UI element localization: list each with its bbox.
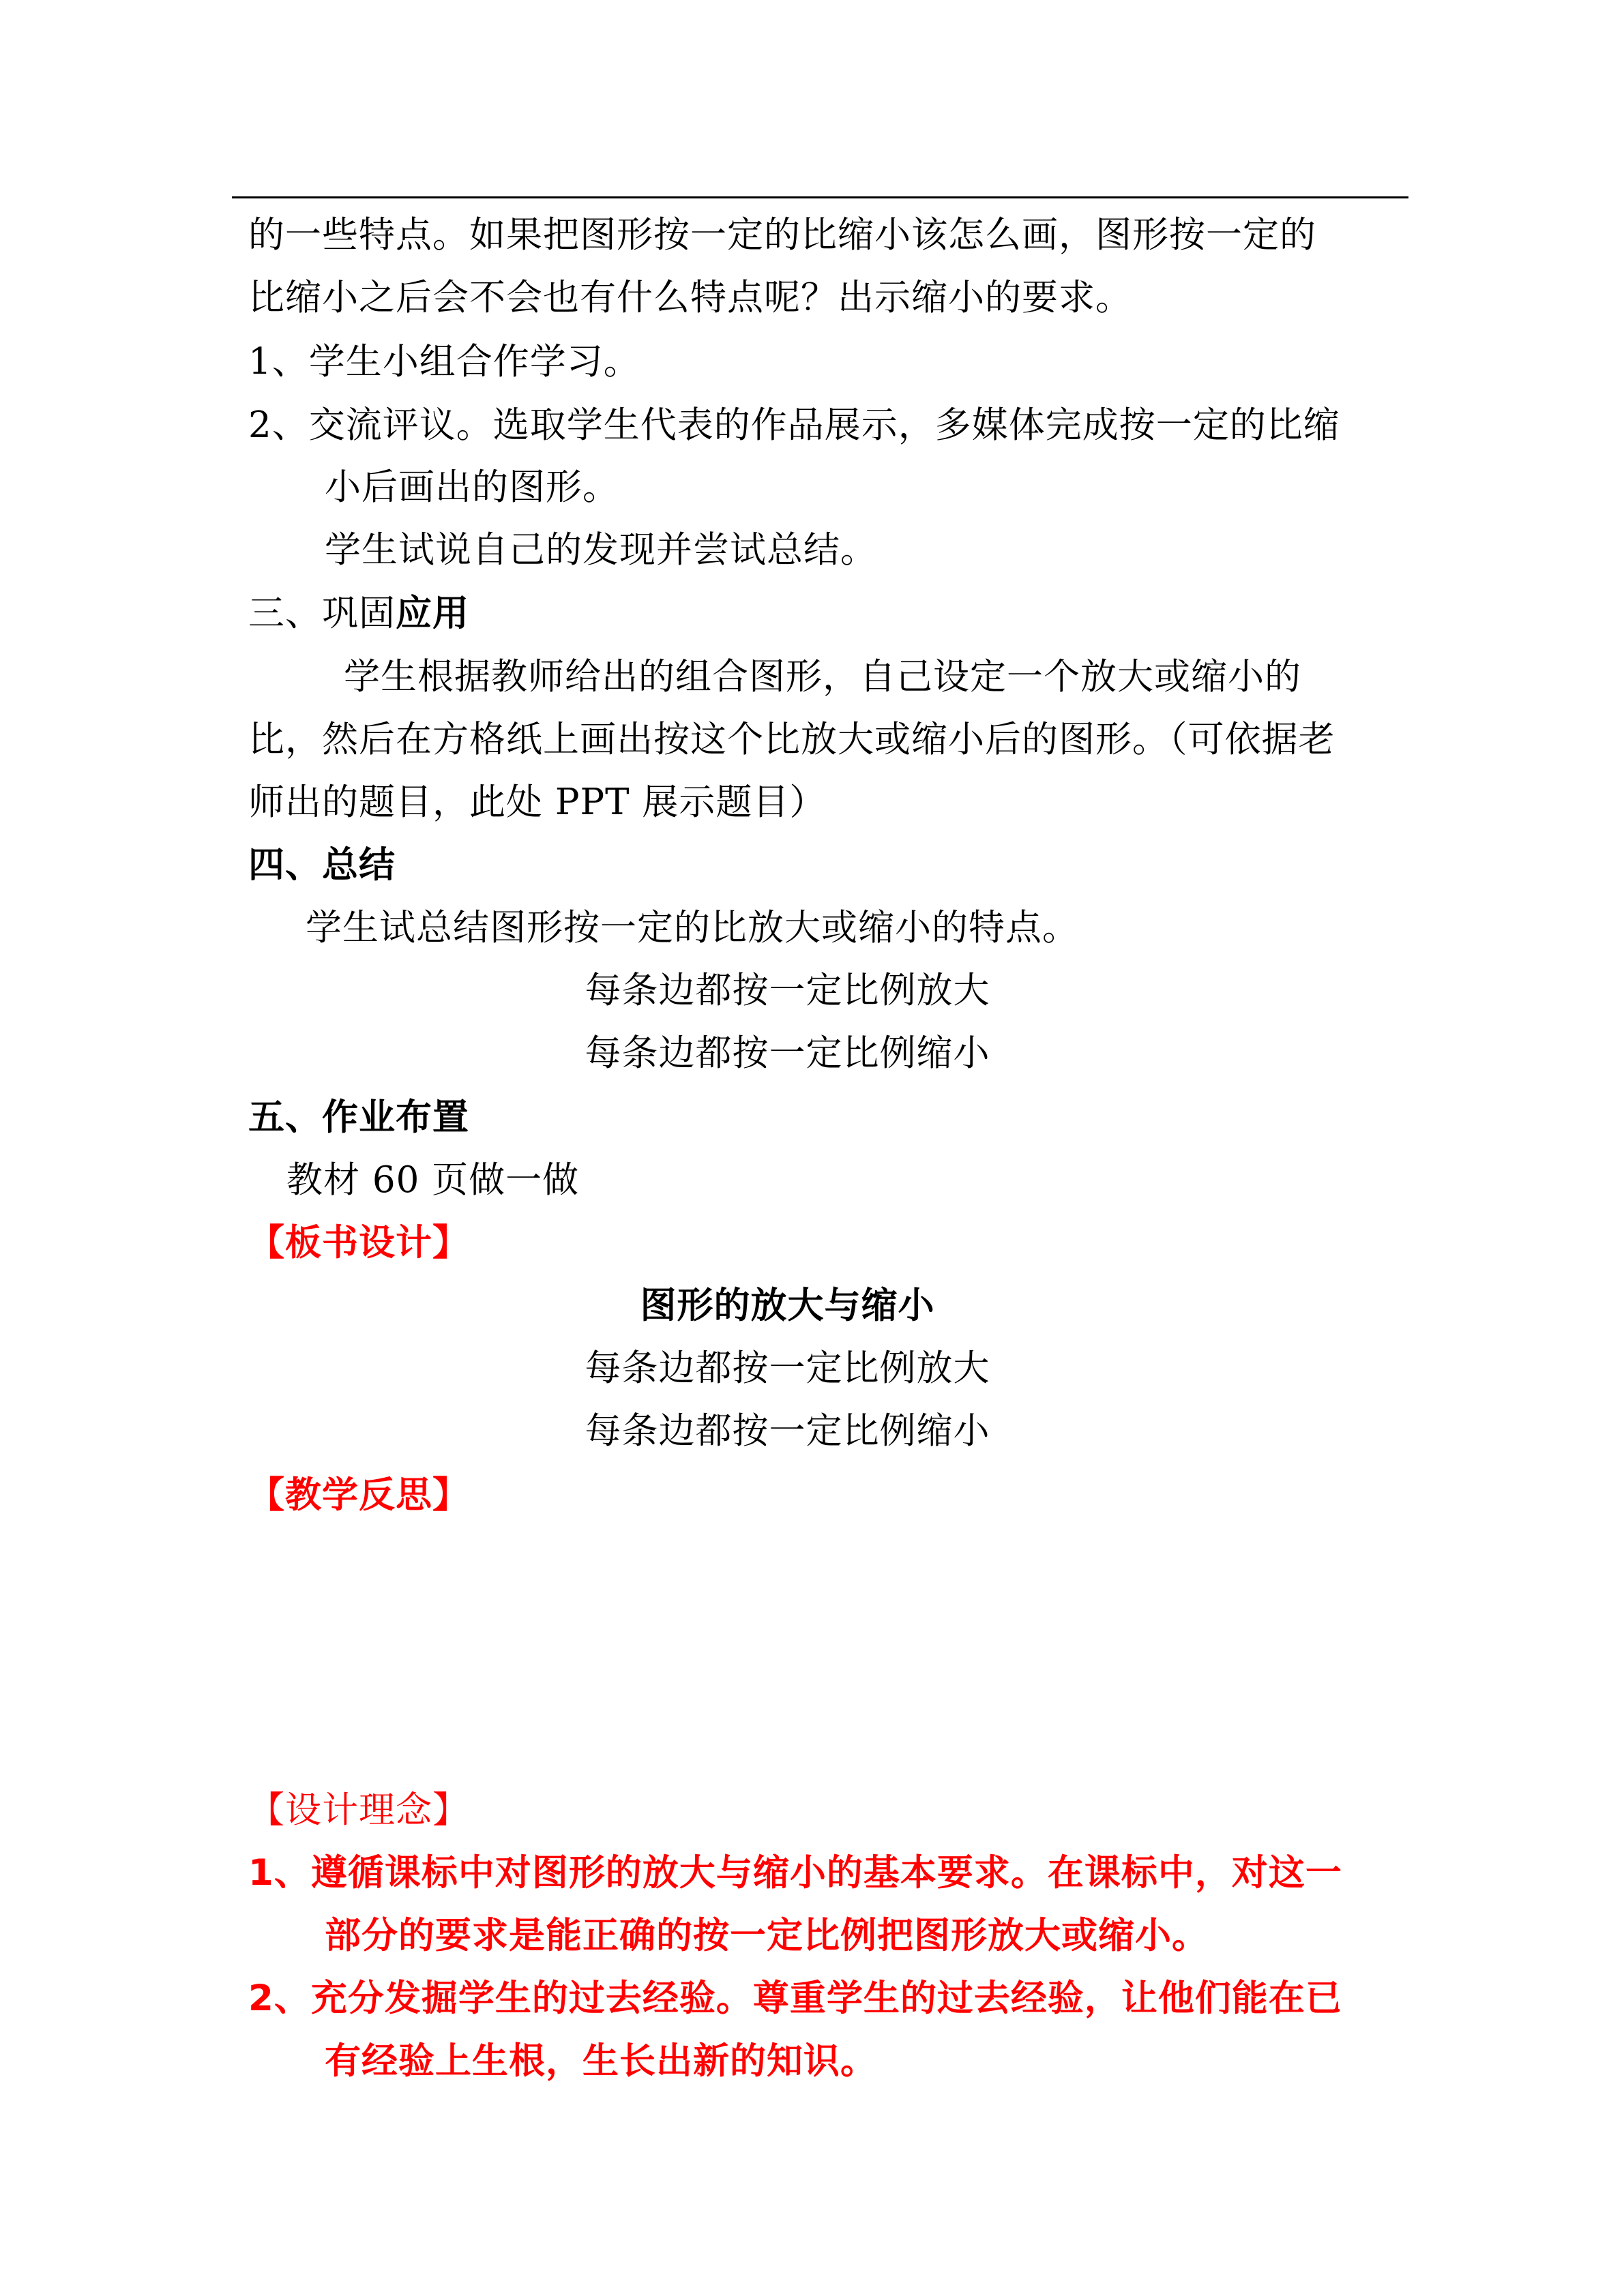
paragraph-line: 比缩小之后会不会也有什么特点呢？出示缩小的要求。 <box>248 277 1132 318</box>
concept-item-2: 2、充分发掘学生的过去经验。尊重学生的过去经验，让他们能在已 <box>248 1978 1342 2019</box>
board-design-line-shrink: 每条边都按一定比例缩小 <box>585 1410 990 1452</box>
board-design-line-enlarge: 每条边都按一定比例放大 <box>585 1347 990 1389</box>
paragraph-line: 学生试说自己的发现并尝试总结。 <box>325 529 877 571</box>
section-heading-5: 五、作业布置 <box>248 1097 469 1138</box>
paragraph-line: 学生试总结图形按一定的比放大或缩小的特点。 <box>306 907 1079 949</box>
board-design-title: 图形的放大与缩小 <box>640 1285 935 1326</box>
section-heading-3-prefix: 三、巩固 <box>248 593 396 634</box>
paragraph-line: 师出的题目，此处 PPT 展示题目） <box>248 781 827 823</box>
header-rule <box>232 196 1408 198</box>
summary-line-shrink: 每条边都按一定比例缩小 <box>585 1032 990 1074</box>
homework-line: 教材 60 页做一做 <box>286 1159 580 1201</box>
concept-item-2-continuation: 有经验上生根，生长出新的知识。 <box>325 2040 877 2082</box>
design-concept-heading: 【设计理念】 <box>248 1789 469 1831</box>
paragraph-line: 学生根据教师给出的组合图形，自己设定一个放大或缩小的 <box>344 656 1301 698</box>
list-item-2-continuation: 小后画出的图形。 <box>325 466 619 508</box>
paragraph-line: 的一些特点。如果把图形按一定的比缩小该怎么画，图形按一定的 <box>248 214 1316 256</box>
concept-item-1-continuation: 部分的要求是能正确的按一定比例把图形放大或缩小。 <box>325 1915 1209 1956</box>
section-heading-4: 四、总结 <box>248 844 396 886</box>
list-item-2: 2、交流评议。选取学生代表的作品展示，多媒体完成按一定的比缩 <box>248 404 1340 446</box>
paragraph-line: 比，然后在方格纸上画出按这个比放大或缩小后的图形。（可依据老 <box>248 719 1335 760</box>
section-heading-3-suffix: 应用 <box>396 593 469 634</box>
list-item-1: 1、学生小组合作学习。 <box>248 341 640 383</box>
board-design-heading: 【板书设计】 <box>248 1222 469 1264</box>
teaching-reflection-heading: 【教学反思】 <box>248 1474 469 1516</box>
summary-line-enlarge: 每条边都按一定比例放大 <box>585 970 990 1011</box>
concept-item-1: 1、遵循课标中对图形的放大与缩小的基本要求。在课标中，对这一 <box>248 1852 1342 1894</box>
section-heading-3 <box>248 583 469 644</box>
